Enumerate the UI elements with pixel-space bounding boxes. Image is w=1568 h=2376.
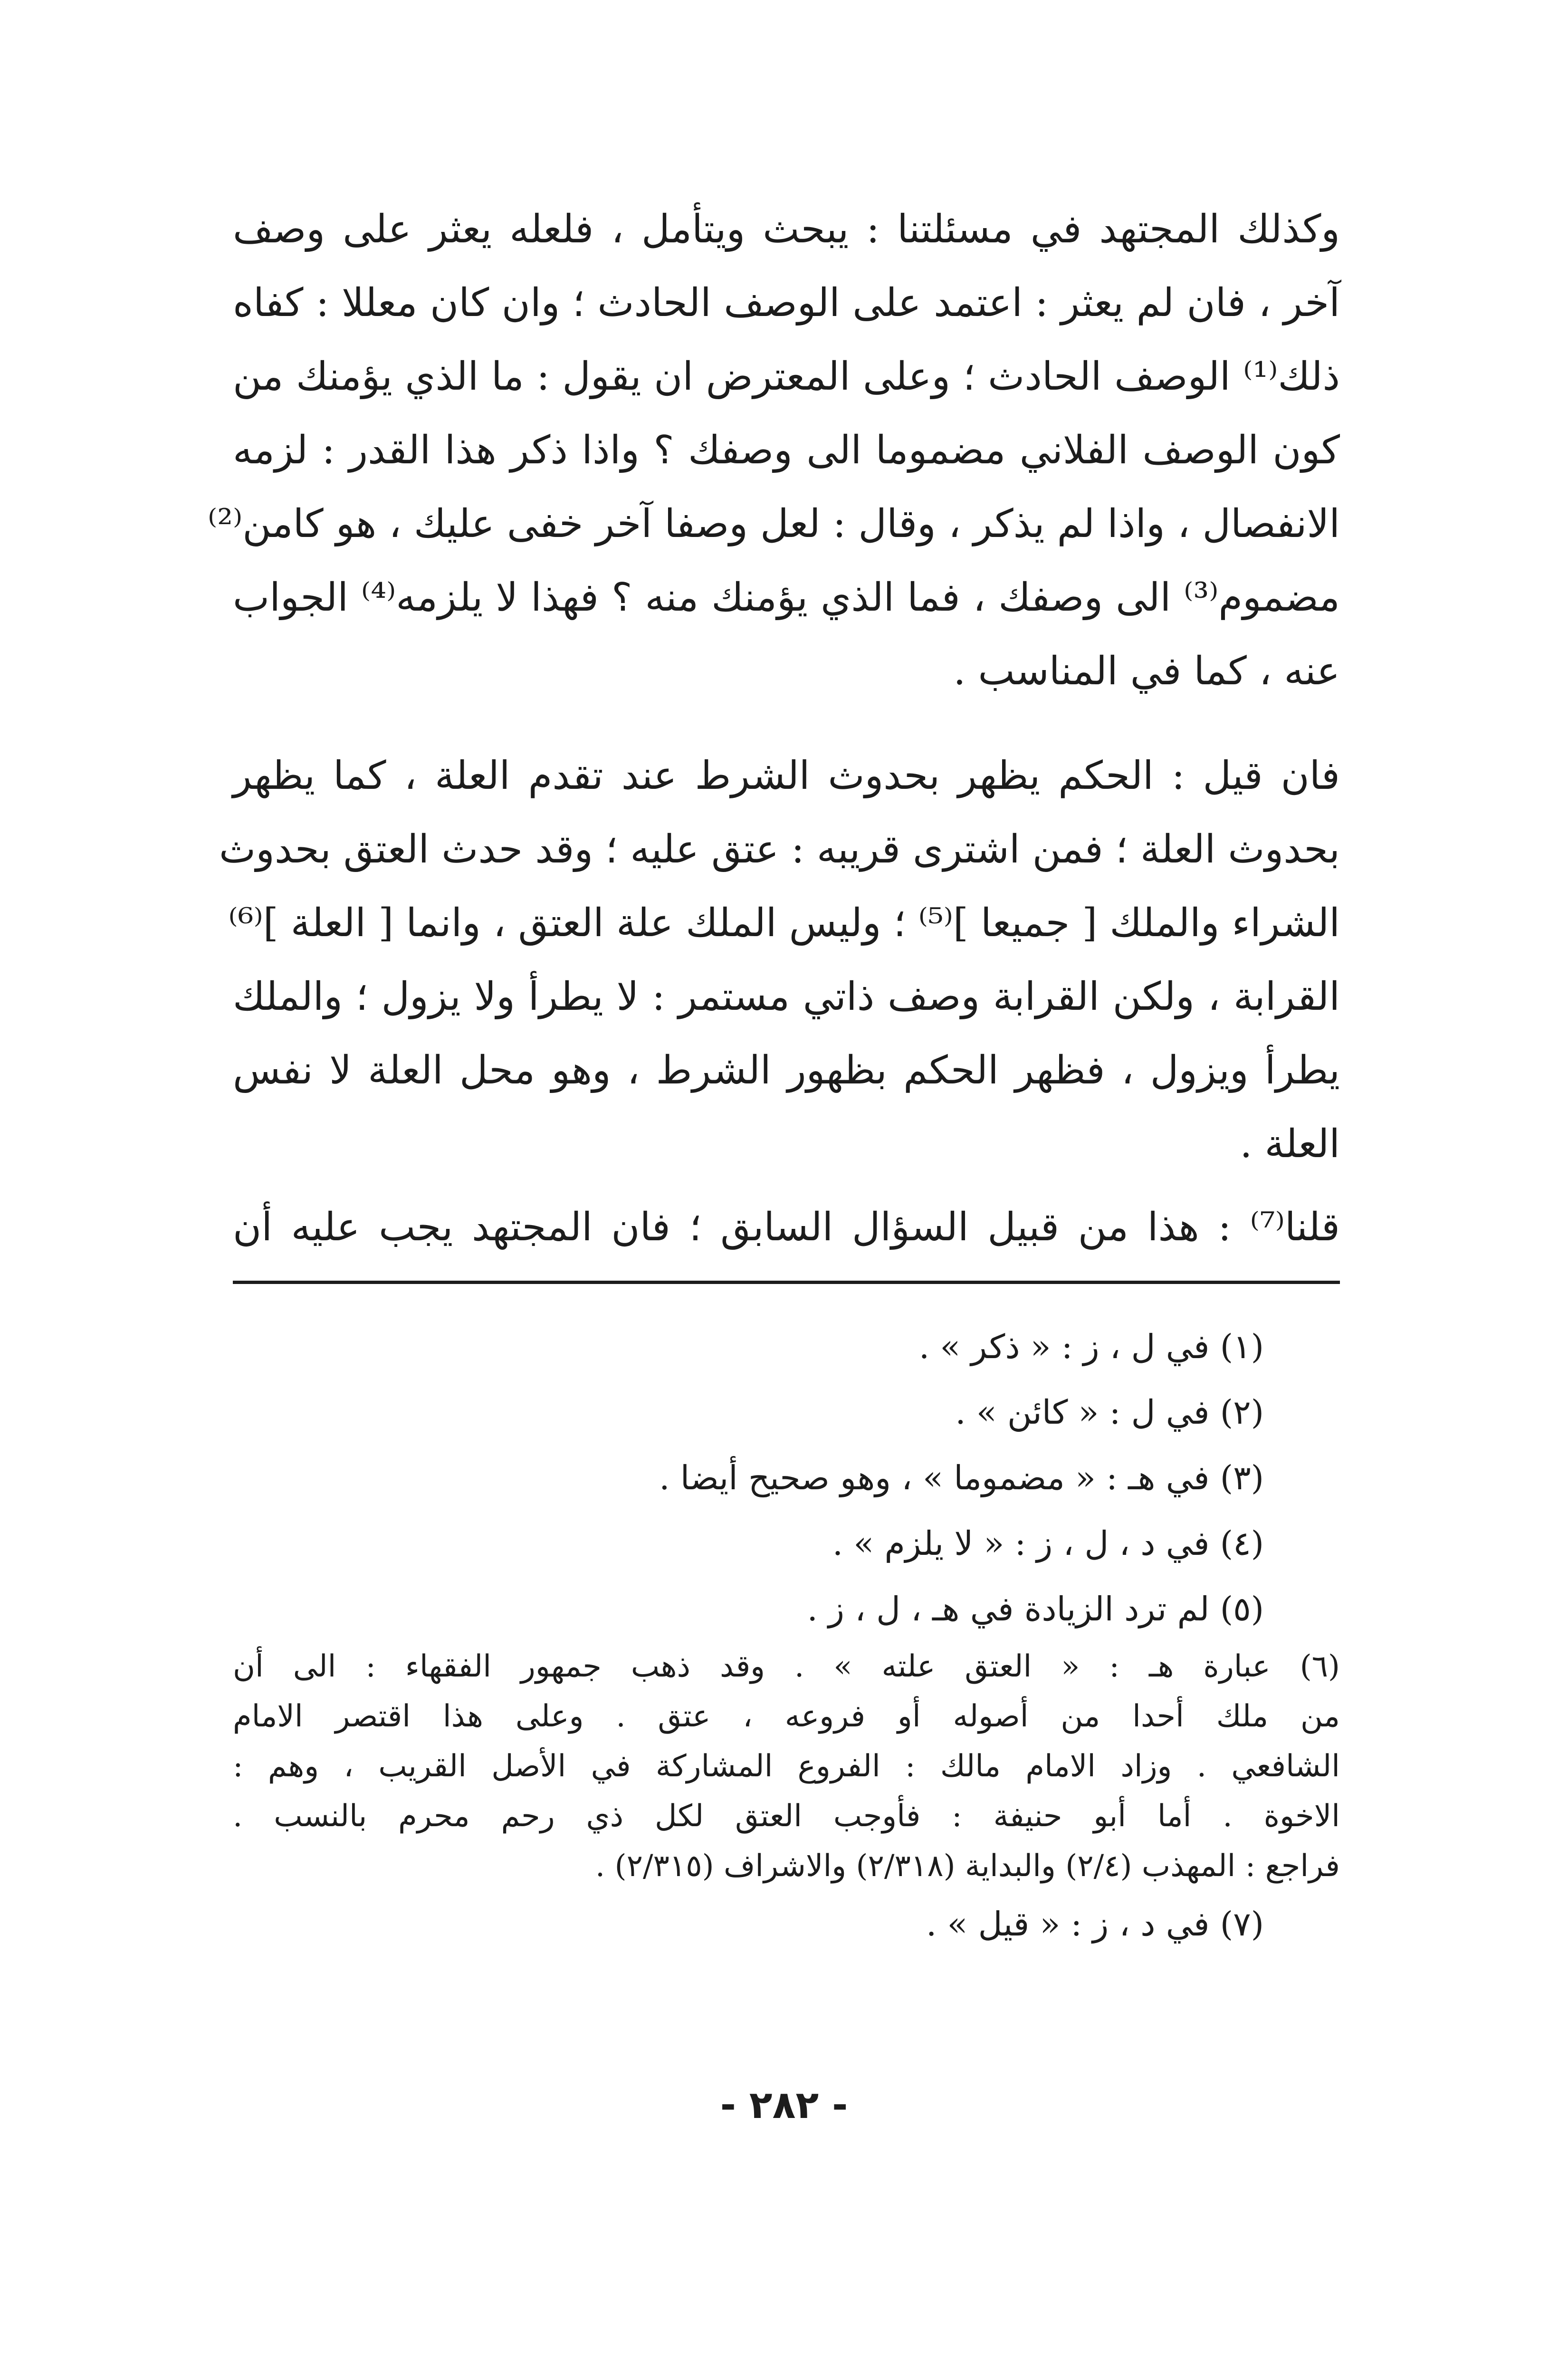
footnote-line: الاخوة . أما أبو حنيفة : فأوجب العتق لكل ذي رحم محرم بالنسب . <box>233 1799 1340 1834</box>
text-line: عنه ، كما في المناسب . <box>953 649 1340 694</box>
paragraph-3 <box>233 1190 1340 1264</box>
footnote-1: (١) في ل ، ز : « ذكر » . <box>918 1327 1264 1366</box>
text-line: القرابة ، ولكن القرابة وصف ذاتي مستمر : لا يطرأ ولا يزول ؛ والملك <box>233 974 1340 1019</box>
text-line: كون الوصف الفلاني مضموما الى وصفك ؟ واذا ذكر هذا القدر : لزمه <box>233 428 1340 473</box>
paragraph-1 <box>208 192 1340 708</box>
text-line: آخر ، فان لم يعثر : اعتمد على الوصف الحادث ؛ وان كان معللا : كفاه <box>233 280 1340 326</box>
text-line: ذلك⁽¹⁾ الوصف الحادث ؛ وعلى المعترض ان يقول : ما الذي يؤمنك من <box>233 354 1340 399</box>
footnote-4: (٤) في د ، ل ، ز : « لا يلزم » . <box>832 1524 1264 1563</box>
text-line: الانفصال ، واذا لم يذكر ، وقال : لعل وصفا آخر خفى عليك ، هو كامن⁽²⁾ <box>208 501 1340 546</box>
footnote-line: من ملك أحدا من أصوله أو فروعه ، عتق . وعلى هذا اقتصر الامام <box>233 1699 1340 1734</box>
paragraph-2 <box>219 739 1340 1181</box>
text-line: يطرأ ويزول ، فظهر الحكم بظهور الشرط ، وهو محل العلة لا نفس <box>233 1048 1340 1093</box>
text-line: بحدوث العلة ؛ فمن اشترى قريبه : عتق عليه ؛ وقد حدث العتق بحدوث <box>219 827 1340 872</box>
footnote-5: (٥) لم ترد الزيادة في هـ ، ل ، ز . <box>807 1590 1264 1629</box>
text-line: الشراء والملك [ جميعا ]⁽⁵⁾ ؛ وليس الملك علة العتق ، وانما [ العلة ]⁽⁶⁾ <box>228 901 1340 946</box>
footnote-7: (٧) في د ، ز : « قيل » . <box>926 1905 1264 1944</box>
text-line: قلنا⁽⁷⁾ : هذا من قبيل السؤال السابق ؛ فان المجتهد يجب عليه أن <box>233 1205 1340 1250</box>
footnote-line: الشافعي . وزاد الامام مالك : الفروع المشاركة في الأصل القريب ، وهم : <box>233 1749 1340 1784</box>
paragraph-spacer <box>233 1181 1340 1190</box>
paragraph-spacer <box>233 708 1340 739</box>
text-line: وكذلك المجتهد في مسئلتنا : يبحث ويتأمل ، فلعله يعثر على وصف <box>233 207 1340 252</box>
footnote-2: (٢) في ل : « كائن » . <box>955 1393 1264 1432</box>
main-text <box>208 192 1340 1264</box>
text-line: مضموم⁽³⁾ الى وصفك ، فما الذي يؤمنك منه ؟ فهذا لا يلزمه⁽⁴⁾ الجواب <box>233 575 1340 620</box>
footnote-line: (٦) عبارة هـ : « العتق علته » . وقد ذهب جمهور الفقهاء : الى أن <box>233 1649 1340 1684</box>
footnote-6 <box>233 1642 1340 1891</box>
footnote-line: فراجع : المهذب (٢/٤) والبداية (٢/٣١٨) والاشراف (٢/٣١٥) . <box>595 1849 1340 1884</box>
footnote-3: (٣) في هـ : « مضموما » ، وهو صحيح أيضا . <box>659 1458 1264 1497</box>
text-line: فان قيل : الحكم يظهر بحدوث الشرط عند تقدم العلة ، كما يظهر <box>233 753 1340 798</box>
footnotes <box>233 1314 1340 1957</box>
footnote-divider <box>233 1281 1340 1284</box>
text-line: العلة . <box>1240 1121 1340 1167</box>
page-number: - ٢٨٢ - <box>720 2083 848 2127</box>
